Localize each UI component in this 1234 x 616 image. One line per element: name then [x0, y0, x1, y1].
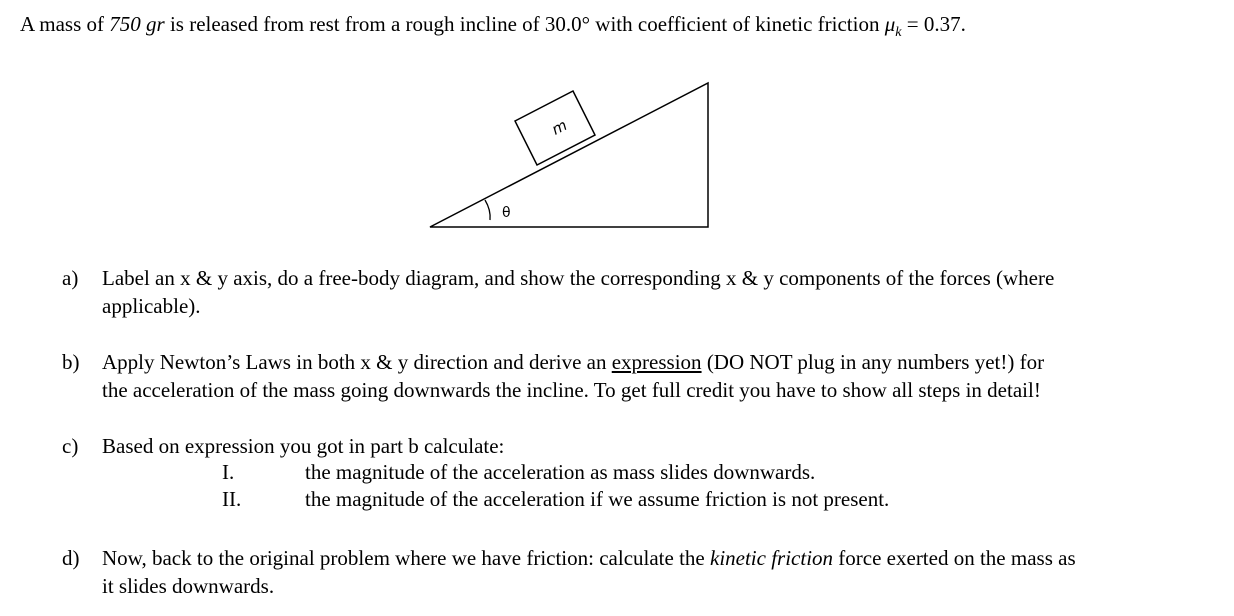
mass-label: m [548, 116, 571, 139]
question-c-item-2-text: the magnitude of the acceleration if we assume friction is not present. [305, 487, 890, 511]
question-d-text [102, 544, 1076, 600]
question-b-line1-a: Apply Newton’s Laws in both x & y direction and derive an [102, 350, 612, 374]
question-d-label: d) [62, 546, 80, 570]
question-d-line2: it slides downwards. [102, 574, 275, 598]
question-d-line1-b: force exerted on the mass as [833, 546, 1076, 570]
problem-statement [20, 12, 966, 41]
question-a-text [102, 264, 1054, 320]
question-a-line1: Label an x & y axis, do a free-body diagram, and show the corresponding x & y components of the forces (where [102, 266, 1055, 290]
question-b [62, 348, 1222, 408]
question-b-label: b) [62, 350, 80, 374]
question-c-item-2-num: II. [222, 487, 242, 511]
question-b-text [102, 348, 1044, 404]
mu-symbol: μ [884, 12, 896, 36]
question-c-item-1-text: the magnitude of the acceleration as mass slides downwards. [305, 460, 816, 484]
question-a-label: a) [62, 266, 79, 290]
question-d [62, 544, 1222, 604]
question-c [62, 432, 1222, 462]
intro-text-1: A mass of [20, 12, 110, 36]
question-c-label: c) [62, 434, 79, 458]
question-c-item-1-num: I. [222, 460, 235, 484]
expression-underlined: expression [611, 350, 702, 374]
angle-label: θ [502, 205, 511, 221]
kinetic-friction-italic: kinetic friction [710, 546, 834, 570]
intro-text-2: is released from rest from a rough incline of 30.0° with coefficient of kinetic friction [164, 12, 885, 36]
intro-text-3: = 0.37. [901, 12, 966, 36]
question-d-line1-a: Now, back to the original problem where we have friction: calculate the [102, 546, 710, 570]
question-a [62, 264, 1222, 324]
question-d-line1 [102, 544, 1076, 572]
angle-arc [485, 200, 490, 220]
question-c-line1: Based on expression you got in part b calculate: [102, 434, 505, 458]
question-b-line1-b: (DO NOT plug in any numbers yet!) for [701, 350, 1045, 374]
question-b-line2: the acceleration of the mass going downwards the incline. To get full credit you have to show all steps in detail! [102, 378, 1041, 402]
mass-value: 750 gr [109, 12, 165, 36]
mu-subscript: k [895, 25, 902, 41]
incline-diagram [420, 70, 720, 235]
question-b-line1 [102, 348, 1044, 376]
question-a-line2: applicable). [102, 294, 201, 318]
